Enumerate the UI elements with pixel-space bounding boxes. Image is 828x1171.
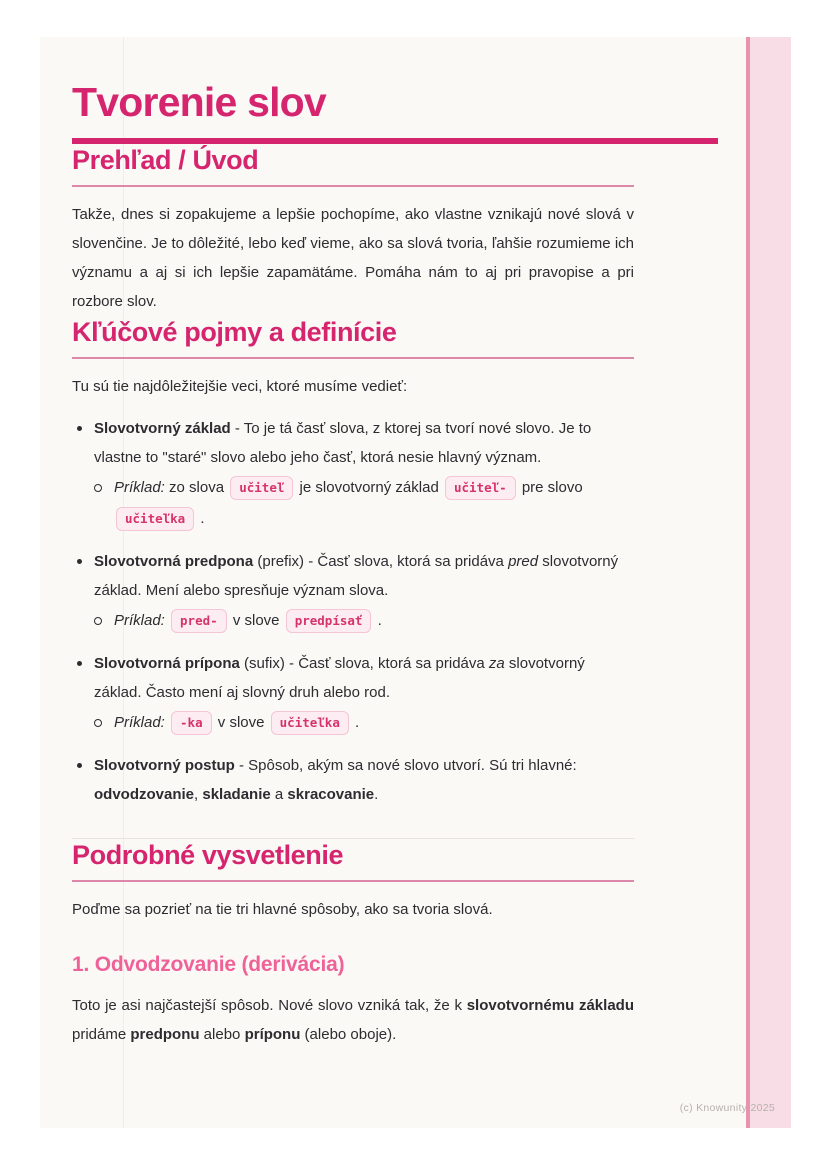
example-text — [165, 612, 169, 629]
document-page — [40, 37, 791, 1128]
term-label: Slovotvorná predpona — [94, 553, 254, 570]
example-line — [94, 472, 634, 534]
footer-credit: (c) Knowunity 2025 — [679, 1102, 775, 1114]
detail-lead: Poďme sa pozrieť na tie tri hlavné spôsoby, ako sa tvoria slová. — [72, 901, 493, 918]
example-text: . — [350, 714, 360, 731]
example-text: . — [196, 510, 205, 527]
term-description: - To je tá časť slova, z ktorej sa tvorí nové slovo. Je to vlastne to "staré" slovo alebo jeho časť, ktorá nesie hlavný význam. — [94, 420, 592, 466]
example-text: zo slova — [164, 479, 229, 496]
section-underline — [72, 357, 634, 359]
subsection-heading-derivation: 1. Odvodzovanie (derivácia) — [72, 953, 345, 976]
section-heading-detail: Podrobné vysvetlenie — [72, 840, 344, 870]
section-heading-overview: Prehľad / Úvod — [72, 145, 259, 175]
example-text — [165, 714, 169, 731]
section-heading-keyterms: Kľúčové pojmy a definície — [72, 317, 397, 347]
sub-bullet-icon — [94, 484, 102, 492]
keyterms-lead: Tu sú tie najdôležitejšie veci, ktoré musíme vedieť: — [72, 378, 408, 395]
plain-text: a — [270, 786, 288, 803]
code-token: pred- — [171, 609, 227, 633]
term-description: (sufix) - Časť slova, ktorá sa pridáva — [239, 655, 489, 672]
plain-text: , — [194, 786, 203, 803]
term-description: - Spôsob, akým sa nové slovo utvorí. Sú tri hlavné: — [234, 757, 577, 774]
plain-text: Toto je asi najčastejší spôsob. Nové slovo vzniká tak, že k — [72, 997, 467, 1014]
example-text: v slove — [228, 612, 284, 629]
example-line — [94, 605, 634, 636]
example-text: pre slovo — [517, 479, 583, 496]
term-description: slovotvorný základ. Často mení aj slovný druh alebo rod. — [94, 655, 585, 701]
bold-text: skracovanie — [287, 786, 375, 803]
term-label: Slovotvorný základ — [94, 420, 231, 437]
page-title: Tvorenie slov — [72, 79, 326, 125]
derivation-paragraph — [72, 991, 634, 1049]
sub-bullet-icon — [94, 719, 102, 727]
intro-paragraph: Takže, dnes si zopakujeme a lepšie pochopíme, ako vlastne vznikajú nové slová v slovenčine. Je to dôležité, lebo keď vieme, ako sa slová tvoria, ľahšie rozumieme ich významu a aj si ich lepšie zapamätáme. Pomáha nám to aj pri pravopise a pri rozbore slov. — [72, 206, 634, 310]
emphasis-text: za — [488, 655, 505, 672]
example-text: . — [373, 612, 382, 629]
code-token: učiteľ- — [445, 476, 516, 500]
document-content — [72, 79, 634, 1049]
term-description: (prefix) - Časť slova, ktorá sa pridáva — [253, 553, 509, 570]
example-label: Príklad: — [114, 479, 165, 496]
list-item — [72, 414, 634, 534]
plain-text: pridáme — [72, 1026, 131, 1043]
sub-bullet-icon — [94, 617, 102, 625]
section-underline — [72, 880, 634, 882]
code-token: učiteľka — [116, 507, 194, 531]
plain-text: alebo — [199, 1026, 245, 1043]
bold-text: slovotvornému základu — [466, 997, 634, 1014]
bullet-icon — [77, 763, 82, 768]
bullet-icon — [77, 426, 82, 431]
key-terms-list — [72, 414, 634, 809]
list-item — [72, 751, 634, 809]
bullet-icon — [77, 559, 82, 564]
emphasis-text: pred — [508, 553, 539, 570]
example-line — [94, 707, 634, 738]
bullet-icon — [77, 661, 82, 666]
term-description: slovotvorný základ. Mení alebo spresňuje význam slova. — [94, 553, 619, 599]
plain-text: (alebo oboje). — [300, 1026, 397, 1043]
plain-text: . — [374, 786, 379, 803]
example-label: Príklad: — [114, 612, 165, 629]
term-label: Slovotvorná prípona — [94, 655, 240, 672]
term-label: Slovotvorný postup — [94, 757, 235, 774]
bold-text: príponu — [244, 1026, 301, 1043]
section-underline — [72, 185, 634, 187]
code-token: učiteľka — [271, 711, 349, 735]
code-token: učiteľ — [230, 476, 293, 500]
bold-text: odvodzovanie — [94, 786, 195, 803]
code-token: predpísať — [286, 609, 372, 633]
example-text: v slove — [213, 714, 269, 731]
bold-text: skladanie — [202, 786, 271, 803]
pink-side-strip — [746, 37, 791, 1128]
list-item — [72, 547, 634, 636]
code-token: -ka — [171, 711, 212, 735]
example-text: je slovotvorný základ — [295, 479, 443, 496]
example-label: Príklad: — [114, 714, 165, 731]
list-item — [72, 649, 634, 738]
bold-text: predponu — [130, 1026, 200, 1043]
